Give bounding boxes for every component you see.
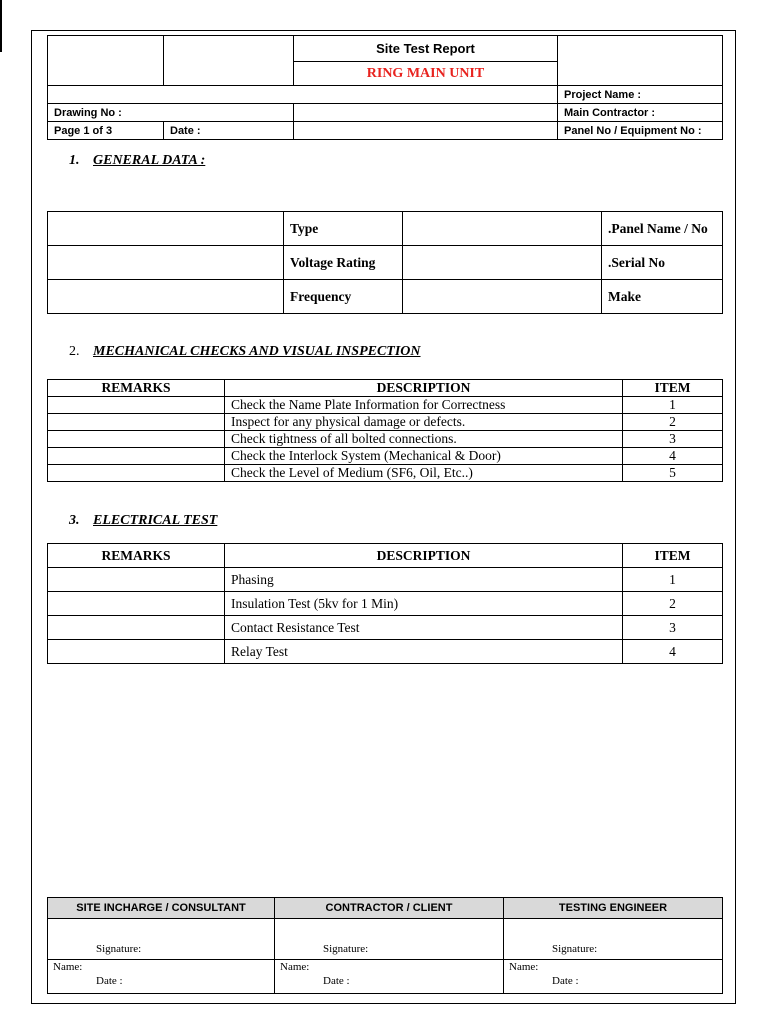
general-label-right: .Serial No [602, 246, 723, 280]
description-cell: Check tightness of all bolted connections. [225, 431, 623, 448]
item-cell: 1 [623, 397, 723, 414]
general-label-right: .Panel Name / No [602, 212, 723, 246]
table-row [48, 592, 723, 616]
general-data-heading-text: GENERAL DATA : [93, 153, 206, 168]
table-row [48, 280, 723, 314]
remarks-cell [48, 465, 225, 482]
name-date-cell [504, 960, 723, 994]
column-header-remarks: REMARKS [48, 380, 225, 397]
date-value [294, 122, 558, 140]
header-blank [558, 36, 723, 86]
general-value-cell [403, 246, 602, 280]
drawing-no-value [294, 104, 558, 122]
mechanical-heading-text: MECHANICAL CHECKS AND VISUAL INSPECTION [93, 344, 421, 359]
signature-header-row [48, 898, 723, 919]
signature-column-contractor: CONTRACTOR / CLIENT [275, 898, 504, 919]
electrical-test-table [47, 543, 723, 664]
signature-column-site-incharge: SITE INCHARGE / CONSULTANT [48, 898, 275, 919]
logo-cell-2 [164, 36, 294, 86]
main-contractor-label: Main Contractor : [558, 104, 723, 122]
signature-cell [504, 919, 723, 960]
page-number: Page 1 of 3 [48, 122, 164, 140]
table-row [48, 616, 723, 640]
description-cell: Inspect for any physical damage or defects. [225, 414, 623, 431]
general-value-cell [48, 212, 284, 246]
column-header-item: ITEM [623, 380, 723, 397]
electrical-heading-num: 3. [69, 513, 80, 528]
date-label: Date : [96, 975, 123, 987]
table-row [48, 465, 723, 482]
signature-row [48, 919, 723, 960]
name-label: Name: [280, 961, 310, 973]
mechanical-checks-table [47, 379, 723, 482]
name-label: Name: [509, 961, 539, 973]
table-header-row [48, 544, 723, 568]
panel-no-label: Panel No / Equipment No : [558, 122, 723, 140]
remarks-cell [48, 431, 225, 448]
table-row [48, 397, 723, 414]
description-cell: Check the Interlock System (Mechanical & Door) [225, 448, 623, 465]
name-date-cell [48, 960, 275, 994]
signature-label: Signature: [323, 943, 369, 955]
description-cell: Check the Name Plate Information for Correctness [225, 397, 623, 414]
name-date-row [48, 960, 723, 994]
general-label: Frequency [284, 280, 403, 314]
table-row [48, 212, 723, 246]
signature-label: Signature: [552, 943, 598, 955]
date-label: Date : [164, 122, 294, 140]
signature-cell [48, 919, 275, 960]
name-date-cell [275, 960, 504, 994]
item-cell: 5 [623, 465, 723, 482]
name-label: Name: [53, 961, 83, 973]
description-cell: Phasing [225, 568, 623, 592]
report-header [47, 35, 723, 140]
item-cell: 2 [623, 414, 723, 431]
remarks-cell [48, 616, 225, 640]
item-cell: 1 [623, 568, 723, 592]
electrical-heading-text: ELECTRICAL TEST [93, 513, 218, 528]
signature-cell [275, 919, 504, 960]
item-cell: 2 [623, 592, 723, 616]
remarks-cell [48, 414, 225, 431]
description-cell: Contact Resistance Test [225, 616, 623, 640]
report-subtitle: RING MAIN UNIT [294, 62, 558, 86]
column-header-description: DESCRIPTION [225, 380, 623, 397]
mechanical-heading-num: 2. [69, 344, 80, 359]
general-value-cell [48, 280, 284, 314]
table-header-row [48, 380, 723, 397]
edge-mark [0, 0, 2, 52]
item-cell: 4 [623, 640, 723, 664]
general-value-cell [48, 246, 284, 280]
remarks-cell [48, 592, 225, 616]
description-cell: Check the Level of Medium (SF6, Oil, Etc..) [225, 465, 623, 482]
remarks-cell [48, 640, 225, 664]
report-title: Site Test Report [294, 36, 558, 62]
project-name-label: Project Name : [558, 86, 723, 104]
item-cell: 3 [623, 431, 723, 448]
item-cell: 3 [623, 616, 723, 640]
general-data-heading [69, 153, 205, 169]
electrical-heading [69, 513, 217, 529]
drawing-no-label: Drawing No : [48, 104, 294, 122]
table-row [48, 246, 723, 280]
remarks-cell [48, 448, 225, 465]
item-cell: 4 [623, 448, 723, 465]
remarks-cell [48, 568, 225, 592]
description-cell: Relay Test [225, 640, 623, 664]
signature-column-testing-engineer: TESTING ENGINEER [504, 898, 723, 919]
table-row [48, 568, 723, 592]
general-label: Type [284, 212, 403, 246]
signature-table [47, 897, 723, 994]
table-row [48, 431, 723, 448]
date-label: Date : [552, 975, 579, 987]
table-row [48, 640, 723, 664]
header-blank-row [48, 86, 558, 104]
general-label-right: Make [602, 280, 723, 314]
table-row [48, 414, 723, 431]
remarks-cell [48, 397, 225, 414]
mechanical-heading [69, 344, 421, 360]
general-data-heading-num: 1. [69, 153, 80, 168]
signature-label: Signature: [96, 943, 142, 955]
logo-cell [48, 36, 164, 86]
general-value-cell [403, 212, 602, 246]
column-header-description: DESCRIPTION [225, 544, 623, 568]
column-header-item: ITEM [623, 544, 723, 568]
date-label: Date : [323, 975, 350, 987]
table-row [48, 448, 723, 465]
column-header-remarks: REMARKS [48, 544, 225, 568]
general-data-table [47, 211, 723, 314]
general-value-cell [403, 280, 602, 314]
description-cell: Insulation Test (5kv for 1 Min) [225, 592, 623, 616]
general-label: Voltage Rating [284, 246, 403, 280]
